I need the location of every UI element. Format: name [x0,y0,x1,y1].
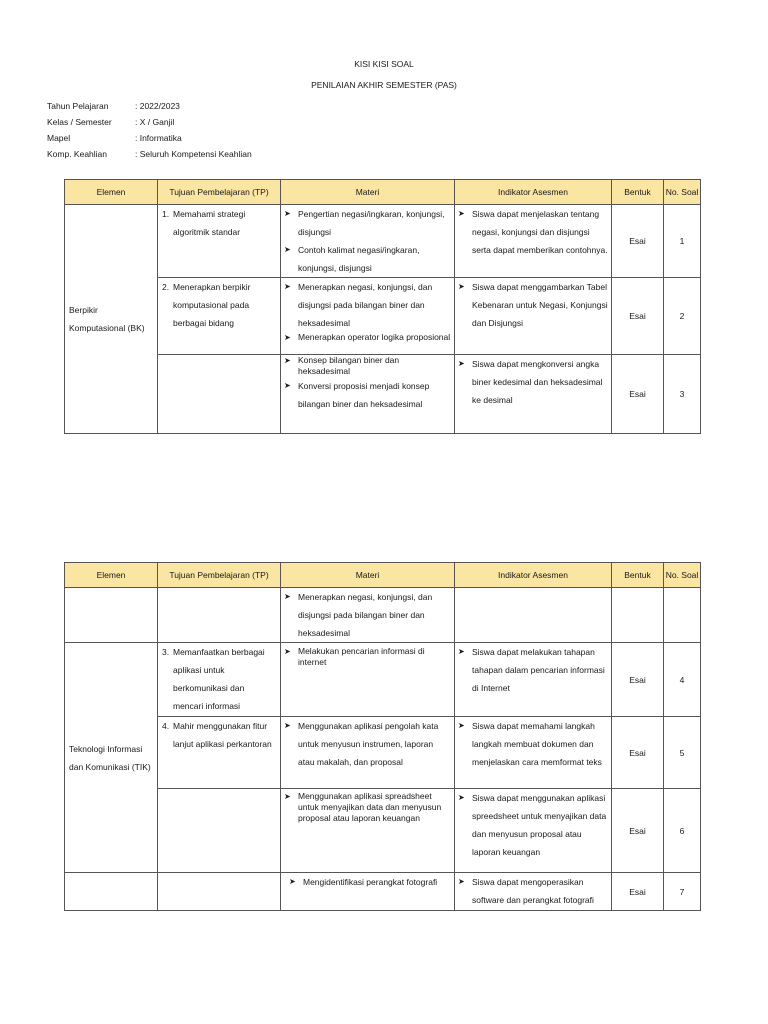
materi-item: Menggunakan aplikasi spreadsheet untuk menyajikan data dan menyusun proposal atau laporan keuangan [298,791,442,823]
materi-item: Contoh kalimat negasi/ingkaran, konjungsi, disjungsi [298,245,420,273]
table-row [65,789,701,873]
materi-item: Menerapkan negasi, konjungsi, dan disjungsi pada bilangan biner dan heksadesimal [298,282,433,328]
arrow-bullet-icon: ➤ [284,245,291,254]
tp-number: 1. [162,209,170,219]
indikator-cell [455,789,612,873]
indikator-cell [455,278,612,355]
indikator-cell-empty [455,588,612,643]
column-header-indikator: Indikator Asesmen [455,563,612,588]
column-header-tp: Tujuan Pembelajaran (TP) [158,563,281,588]
bentuk-cell: Esai [612,205,664,278]
column-header-bentuk: Bentuk [612,180,664,205]
kisi-table-2 [64,562,701,911]
bentuk-cell: Esai [612,717,664,789]
arrow-bullet-icon: ➤ [284,333,291,342]
arrow-bullet-icon: ➤ [458,359,465,368]
arrow-bullet-icon: ➤ [284,356,291,365]
materi-item: Pengertian negasi/ingkaran, konjungsi, disjungsi [298,209,445,237]
materi-item: Menerapkan operator logika proposional [298,332,451,342]
column-header-elemen: Elemen [65,180,158,205]
tp-text: Mahir menggunakan fitur lanjut aplikasi perkantoran [173,721,272,749]
arrow-bullet-icon: ➤ [284,381,291,390]
materi-item: Menggunakan aplikasi pengolah kata untuk menyusun instrumen, laporan atau makalah, dan proposal [298,721,439,767]
table-header-row [65,180,701,205]
bentuk-cell: Esai [612,278,664,355]
tp-text: Memanfaatkan berbagai aplikasi untuk berkomunikasi dan mencari informasi [173,647,265,711]
materi-cell [281,873,455,911]
table-header-row [65,563,701,588]
table-row [65,355,701,434]
materi-cell [281,588,455,643]
elemen-cell [65,205,158,434]
column-header-bentuk: Bentuk [612,563,664,588]
indikator-cell [455,873,612,911]
elemen-cell [65,643,158,873]
indikator-text: Siswa dapat mengkonversi angka biner kedesimal dan heksadesimal ke desimal [472,359,603,405]
indikator-text: Siswa dapat menggambarkan Tabel Kebenaran untuk Negasi, Konjungsi dan Disjungsi [472,282,608,328]
bentuk-cell: Esai [612,789,664,873]
indikator-text: Siswa dapat memahami langkah langkah membuat dokumen dan menjelaskan cara memformat teks [472,721,602,767]
tp-cell-empty [158,873,281,911]
materi-item: Melakukan pencarian informasi di internet [298,646,425,667]
indikator-text: Siswa dapat menggunakan aplikasi spreedsheet untuk menyajikan data dan menyusun proposal atau laporan keuangan [472,793,607,857]
materi-cell [281,717,455,789]
meta-row [47,146,252,162]
indikator-cell [455,355,612,434]
tp-text: Memahami strategi algoritmik standar [173,209,246,237]
document-title: KISI KISI SOAL [354,59,414,69]
materi-item: Menerapkan negasi, konjungsi, dan disjungsi pada bilangan biner dan heksadesimal [298,592,433,638]
table-row [65,278,701,355]
column-header-no-soal: No. Soal [664,180,701,205]
column-header-indikator: Indikator Asesmen [455,180,612,205]
arrow-bullet-icon: ➤ [458,793,465,802]
table-row [65,717,701,789]
arrow-bullet-icon: ➤ [289,877,296,886]
arrow-bullet-icon: ➤ [284,647,291,656]
materi-cell [281,278,455,355]
elemen-text: Berpikir Komputasional (BK) [69,305,145,333]
arrow-bullet-icon: ➤ [458,647,465,656]
bentuk-cell: Esai [612,643,664,717]
meta-label: Mapel [47,133,71,143]
tp-number: 4. [162,721,170,731]
materi-item: Konsep bilangan biner dan heksadesimal [298,355,400,376]
arrow-bullet-icon: ➤ [458,877,465,886]
tp-number: 3. [162,647,170,657]
arrow-bullet-icon: ➤ [284,792,291,801]
tp-cell [158,643,281,717]
meta-value: : Seluruh Kompetensi Keahlian [135,149,252,159]
arrow-bullet-icon: ➤ [284,592,291,601]
meta-row [47,98,252,114]
column-header-no-soal: No. Soal [664,563,701,588]
bentuk-cell: Esai [612,355,664,434]
indikator-text: Siswa dapat menjelaskan tentang negasi, konjungsi dan disjungsi serta dapat memberikan contohnya. [472,209,608,255]
tp-cell-empty [158,355,281,434]
materi-cell [281,643,455,717]
materi-item: Mengidentifikasi perangkat fotografi [303,877,438,887]
column-header-elemen: Elemen [65,563,158,588]
meta-value: : X / Ganjil [135,117,175,127]
no-soal-cell-empty [664,588,701,643]
tp-cell-empty [158,588,281,643]
meta-label: Komp. Keahlian [47,149,108,159]
no-soal-cell: 5 [664,717,701,789]
arrow-bullet-icon: ➤ [458,721,465,730]
tp-cell [158,205,281,278]
no-soal-cell: 2 [664,278,701,355]
column-header-tp: Tujuan Pembelajaran (TP) [158,180,281,205]
no-soal-cell: 3 [664,355,701,434]
table-row [65,588,701,643]
column-header-materi: Materi [281,180,455,205]
meta-value: : Informatika [135,133,182,143]
document-subtitle: PENILAIAN AKHIR SEMESTER (PAS) [311,80,457,90]
indikator-cell [455,643,612,717]
tp-cell-empty [158,789,281,873]
meta-row [47,130,252,146]
indikator-cell [455,717,612,789]
materi-cell [281,205,455,278]
meta-value: : 2022/2023 [135,101,180,111]
bentuk-cell: Esai [612,873,664,911]
tp-number: 2. [162,282,170,292]
materi-cell [281,789,455,873]
arrow-bullet-icon: ➤ [284,282,291,291]
indikator-text: Siswa dapat melakukan tahapan tahapan dalam pencarian informasi di Internet [472,647,605,693]
kisi-table-1 [64,179,701,434]
table-row [65,205,701,278]
indikator-text: Siswa dapat mengoperasikan software dan perangkat fotografi [472,877,594,905]
no-soal-cell: 6 [664,789,701,873]
elemen-cell-empty [65,588,158,643]
table-row [65,643,701,717]
document-meta [47,98,252,162]
tp-text: Menerapkan berpikir komputasional pada berbagai bidang [173,282,251,328]
materi-item: Konversi proposisi menjadi konsep bilangan biner dan heksadesimal [298,381,430,409]
meta-row [47,114,252,130]
arrow-bullet-icon: ➤ [284,721,291,730]
arrow-bullet-icon: ➤ [458,209,465,218]
elemen-text: Teknologi Informasi dan Komunikasi (TIK) [69,743,151,772]
arrow-bullet-icon: ➤ [458,282,465,291]
no-soal-cell: 7 [664,873,701,911]
no-soal-cell: 4 [664,643,701,717]
elemen-cell-empty [65,873,158,911]
no-soal-cell: 1 [664,205,701,278]
meta-label: Kelas / Semester [47,117,112,127]
meta-label: Tahun Pelajaran [47,101,109,111]
indikator-cell [455,205,612,278]
bentuk-cell-empty [612,588,664,643]
column-header-materi: Materi [281,563,455,588]
tp-cell [158,717,281,789]
materi-cell [281,355,455,434]
tp-cell [158,278,281,355]
arrow-bullet-icon: ➤ [284,209,291,218]
table-row [65,873,701,911]
